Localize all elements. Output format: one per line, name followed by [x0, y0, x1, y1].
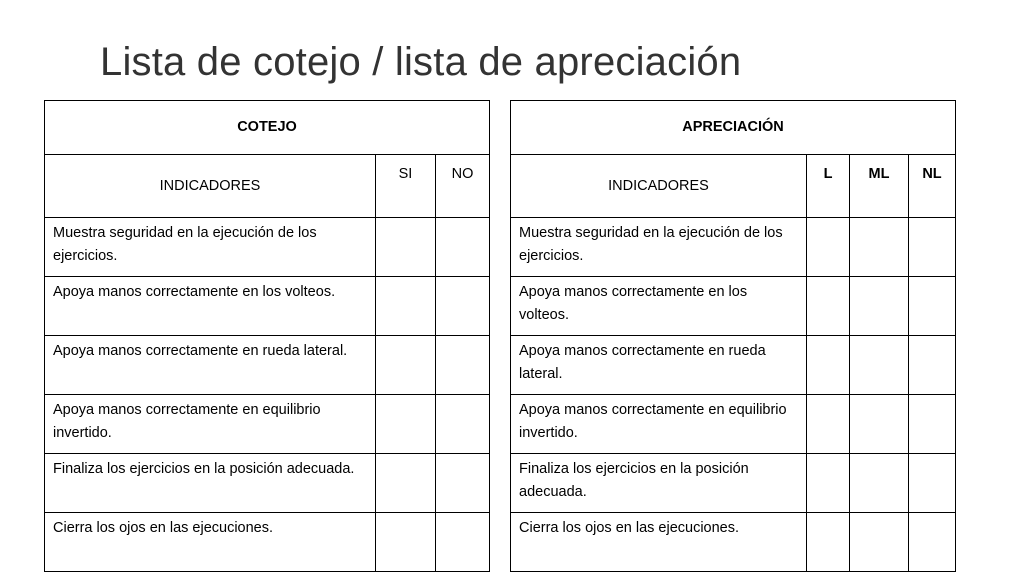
- cotejo-no-cell[interactable]: [436, 336, 490, 395]
- apreciacion-indicators-label: INDICADORES: [511, 155, 807, 218]
- table-row: [511, 513, 956, 572]
- apreciacion-ml-cell[interactable]: [850, 454, 909, 513]
- cotejo-table: [44, 100, 490, 572]
- cotejo-no-cell[interactable]: [436, 218, 490, 277]
- cotejo-si-cell[interactable]: [376, 277, 436, 336]
- apreciacion-l-cell[interactable]: [807, 218, 850, 277]
- apreciacion-l-cell[interactable]: [807, 454, 850, 513]
- apreciacion-l-cell[interactable]: [807, 513, 850, 572]
- cotejo-column-no: NO: [436, 155, 490, 218]
- apreciacion-table: [510, 100, 956, 572]
- table-row: [511, 395, 956, 454]
- cotejo-si-cell[interactable]: [376, 395, 436, 454]
- table-row: [45, 336, 490, 395]
- cotejo-indicator-text: Apoya manos correctamente en rueda lateral.: [45, 336, 376, 395]
- cotejo-no-cell[interactable]: [436, 513, 490, 572]
- cotejo-si-cell[interactable]: [376, 218, 436, 277]
- cotejo-column-si: SI: [376, 155, 436, 218]
- table-row: [45, 513, 490, 572]
- apreciacion-ml-cell[interactable]: [850, 218, 909, 277]
- table-row: [511, 218, 956, 277]
- table-row: [511, 277, 956, 336]
- table-row: [45, 454, 490, 513]
- table-row: [45, 395, 490, 454]
- apreciacion-column-ml: ML: [850, 155, 909, 218]
- apreciacion-indicator-text: Apoya manos correctamente en equilibrio invertido.: [511, 395, 807, 454]
- apreciacion-indicator-text: Apoya manos correctamente en los volteos.: [511, 277, 807, 336]
- apreciacion-ml-cell[interactable]: [850, 277, 909, 336]
- cotejo-no-cell[interactable]: [436, 277, 490, 336]
- table-row: [511, 454, 956, 513]
- slide-title: Lista de cotejo / lista de apreciación: [100, 40, 742, 84]
- apreciacion-header: APRECIACIÓN: [511, 101, 956, 155]
- apreciacion-nl-cell[interactable]: [909, 336, 956, 395]
- cotejo-header: COTEJO: [45, 101, 490, 155]
- apreciacion-column-l: L: [807, 155, 850, 218]
- apreciacion-nl-cell[interactable]: [909, 218, 956, 277]
- apreciacion-ml-cell[interactable]: [850, 395, 909, 454]
- cotejo-si-cell[interactable]: [376, 454, 436, 513]
- apreciacion-indicator-text: Muestra seguridad en la ejecución de los ejercicios.: [511, 218, 807, 277]
- cotejo-no-cell[interactable]: [436, 395, 490, 454]
- apreciacion-nl-cell[interactable]: [909, 277, 956, 336]
- cotejo-indicators-label: INDICADORES: [45, 155, 376, 218]
- apreciacion-indicator-text: Cierra los ojos en las ejecuciones.: [511, 513, 807, 572]
- apreciacion-ml-cell[interactable]: [850, 513, 909, 572]
- cotejo-no-cell[interactable]: [436, 454, 490, 513]
- apreciacion-nl-cell[interactable]: [909, 513, 956, 572]
- table-row: [45, 218, 490, 277]
- apreciacion-indicator-text: Apoya manos correctamente en rueda lateral.: [511, 336, 807, 395]
- table-row: [511, 336, 956, 395]
- apreciacion-nl-cell[interactable]: [909, 454, 956, 513]
- apreciacion-indicator-text: Finaliza los ejercicios en la posición adecuada.: [511, 454, 807, 513]
- cotejo-indicator-text: Finaliza los ejercicios en la posición adecuada.: [45, 454, 376, 513]
- apreciacion-column-nl: NL: [909, 155, 956, 218]
- cotejo-indicator-text: Cierra los ojos en las ejecuciones.: [45, 513, 376, 572]
- apreciacion-ml-cell[interactable]: [850, 336, 909, 395]
- apreciacion-l-cell[interactable]: [807, 336, 850, 395]
- table-row: [45, 277, 490, 336]
- apreciacion-l-cell[interactable]: [807, 395, 850, 454]
- cotejo-indicator-text: Apoya manos correctamente en equilibrio invertido.: [45, 395, 376, 454]
- apreciacion-l-cell[interactable]: [807, 277, 850, 336]
- cotejo-si-cell[interactable]: [376, 336, 436, 395]
- cotejo-indicator-text: Muestra seguridad en la ejecución de los ejercicios.: [45, 218, 376, 277]
- cotejo-indicator-text: Apoya manos correctamente en los volteos.: [45, 277, 376, 336]
- apreciacion-nl-cell[interactable]: [909, 395, 956, 454]
- cotejo-si-cell[interactable]: [376, 513, 436, 572]
